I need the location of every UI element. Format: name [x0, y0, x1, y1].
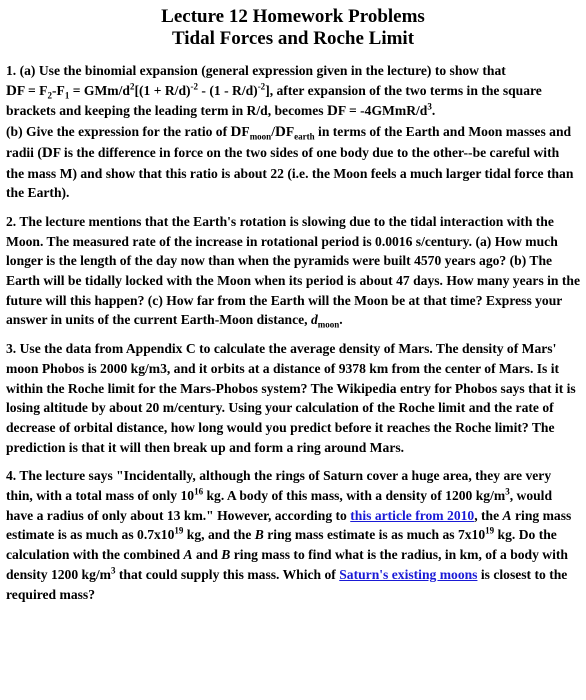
- p4-sup5: 3: [111, 565, 116, 576]
- p3-text: 3. Use the data from Appendix C to calculate the average density of Mars. The density of Mars' moon Phobos is 2000 kg/m3, and it orbits at a distance of 9378 km from the center of Mars. Is it within the Roche limit for the Mars-Phobos system? The Wikipedia entry for Phobos says that it is losing altitude by about 20 m/century. Using your calculation of the Roche limit and the rate of decrease of orbital distance, how long would you predict before it reaches the Roche limit? The prediction is that it will then break up and form a ring around Mars.: [6, 341, 576, 455]
- p1-ratio-slash: /: [271, 124, 275, 140]
- p1-result: F = -4GMmR/d: [337, 103, 428, 119]
- p1-result-end: .: [431, 103, 436, 119]
- p1-result-delta: D: [326, 103, 338, 120]
- p4-part2: kg. A body of this mass, with a density of 1200 kg/m: [203, 488, 506, 504]
- problem-1: [6, 61, 580, 203]
- p4-b2: B: [221, 547, 231, 563]
- p2-text: 2. The lecture mentions that the Earth's rotation is slowing due to the tidal interaction with the Moon. The measured rate of the increase in rotational period is 0.0016 s/century. (a) How much longer is the length of the day now than when the pyramids were built 4570 years ago? (b) The Earth will be tidally locked with the Moon when its period is about 47 days. How many years in the future will this happen? (c) How far from the Earth will the Moon be at that time? Express your answer in units of the current Earth-Moon distance,: [6, 213, 580, 328]
- p4-part4: , the: [474, 507, 503, 523]
- p4-part7: ring mass estimate is as much as 7x10: [263, 527, 486, 543]
- p1-part-b-1: (b) Give the expression for the ratio of: [6, 124, 228, 140]
- p4-a-ring: A: [502, 507, 512, 523]
- page-title: Lecture 12 Homework Problems: [161, 6, 425, 27]
- p1-eq-rhs2: [(1 + R/d): [134, 82, 191, 98]
- p1-ratio-d1: D: [230, 124, 242, 141]
- p4-part11: that could supply this mass. Which of: [115, 566, 340, 582]
- p1-eq-rhs3: - (1 - R/d): [198, 82, 258, 98]
- page-subtitle: Tidal Forces and Roche Limit: [171, 28, 415, 49]
- p1-ratio-f2: F: [285, 124, 295, 140]
- p1-part-b-delta: D: [41, 144, 53, 161]
- p4-part12: is closest to the required mass?: [6, 566, 568, 602]
- p4-part8: kg. Do the calculation with the combined: [6, 527, 557, 563]
- p4-part3: , would have a radius of only about 13 km." However, according to: [6, 488, 553, 523]
- p1-ratio-sub1: moon: [249, 131, 272, 142]
- p1-ratio-d2: D: [274, 124, 286, 141]
- problem-4: [6, 466, 580, 604]
- p1-delta: D: [6, 82, 17, 99]
- p2-dsub: moon: [317, 320, 340, 331]
- p1-eq-supm2a: -2: [190, 81, 199, 92]
- p2-dvar: d: [310, 312, 318, 328]
- article-2010-link[interactable]: this article from 2010: [350, 507, 475, 523]
- p1-eq-sub2: 2: [47, 90, 52, 101]
- p1-intro: 1. (a) Use the binomial expansion (general expression given in the lecture) to show that: [6, 63, 506, 78]
- p1-eq-rhs4: ], after expansion of the two terms in: [265, 82, 478, 98]
- p1-ratio-sub2: earth: [294, 131, 315, 142]
- p4-sup1: 16: [194, 486, 204, 497]
- p1-eq-supm2b: -2: [257, 81, 266, 92]
- p1-part-b-4: F is the difference in force on the two sides of one body due to the other--be careful with the mass M) and show that this ratio is about 22 (i.e. the Moon feels a much larger tidal force than the Earth).: [6, 144, 574, 201]
- p4-part10: ring mass to find what is the radius, in km, of a body with density 1200 kg/m: [6, 547, 568, 582]
- p1-eq-rhs1: = GMm/d: [69, 82, 130, 98]
- p4-b-ring: B: [254, 527, 264, 543]
- problem-3: [6, 339, 580, 457]
- p4-sup2: 3: [505, 486, 510, 497]
- p4-part9: and: [192, 547, 222, 563]
- p2-end: .: [339, 312, 343, 328]
- p1-part-b-3: Moon masses and radii (: [6, 124, 572, 160]
- p4-sup3: 19: [174, 525, 184, 536]
- p1-result-sup: 3: [427, 101, 432, 112]
- p4-part1: 4. The lecture says "Incidentally, although the rings of Saturn cover a huge area, they are very thin, with a total mass of only 10: [6, 468, 552, 504]
- p4-sup4: 19: [485, 525, 495, 536]
- p4-part6: kg, and the: [183, 527, 255, 543]
- p1-eq-main: F = F: [16, 82, 48, 98]
- p1-eq-sup2a: 2: [129, 81, 135, 92]
- p1-part-b-2: in terms of the Earth and: [314, 124, 465, 140]
- p1-ratio-f1: F: [241, 124, 250, 140]
- p1-eq-sub1: 1: [64, 90, 70, 101]
- problem-2: [6, 212, 580, 330]
- saturn-moons-link[interactable]: Saturn's existing moons: [339, 566, 478, 582]
- p1-line3: the square brackets and keeping the leading term in R/d, becomes: [6, 82, 542, 119]
- p1-eq-minus: -F: [52, 82, 65, 98]
- p4-a2: A: [183, 547, 193, 563]
- p4-part5: ring mass estimate is as much as 0.7x10: [6, 507, 572, 543]
